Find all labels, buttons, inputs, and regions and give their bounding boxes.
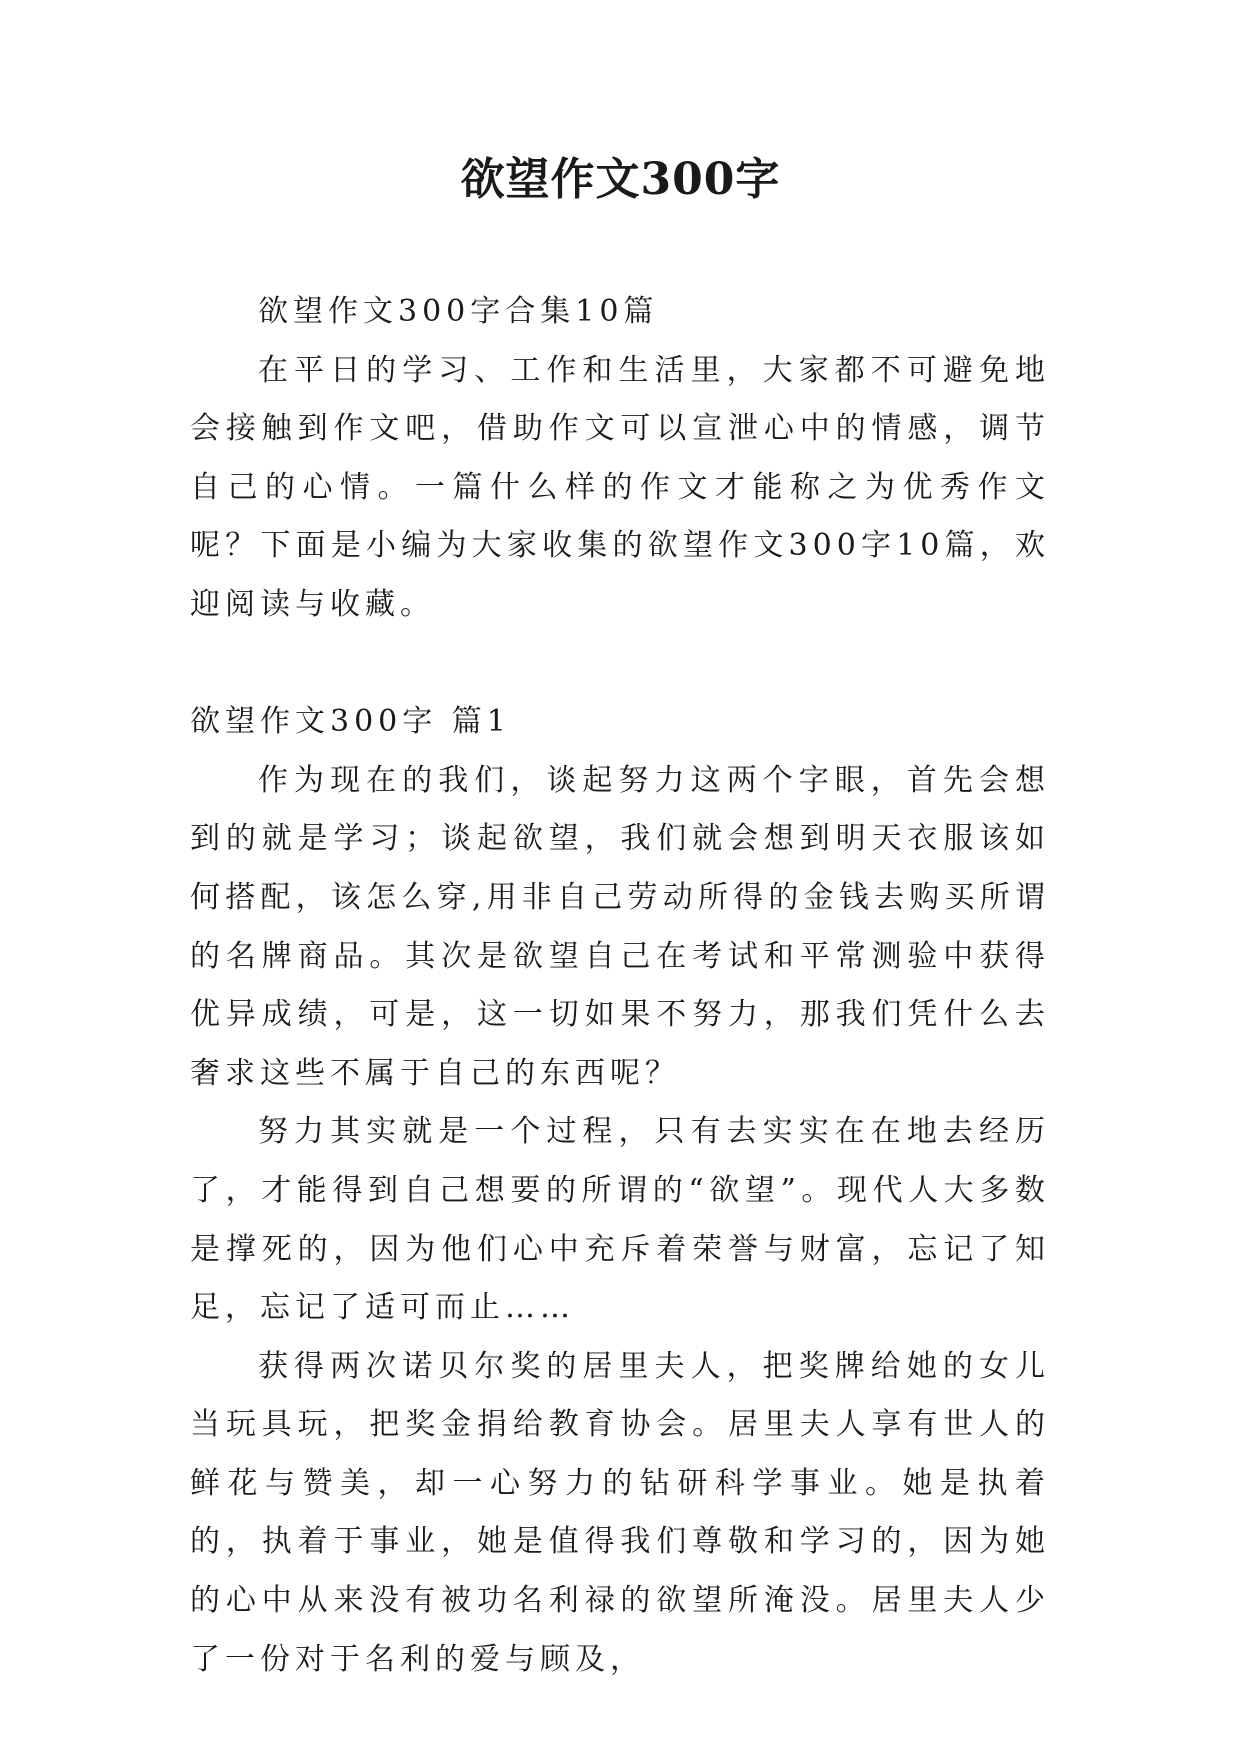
document-body [190,283,1050,1689]
intro-paragraph: 在平日的学习、工作和生活里，大家都不可避免地会接触到作文吧，借助作文可以宣泄心中的情感，调节自己的心情。一篇什么样的作文才能称之为优秀作文呢？下面是小编为大家收集的欲望作文300字10篇，欢迎阅读与收藏。 [190,352,1050,622]
document-title: 欲望作文300字 [460,154,781,205]
body-paragraph: 努力其实就是一个过程，只有去实实在在地去经历了，才能得到自己想要的所谓的“欲望”。现代人大多数是撑死的，因为他们心中充斥着荣誉与财富，忘记了知足，忘记了适可而止…… [190,1114,1050,1326]
body-paragraph: 作为现在的我们，谈起努力这两个字眼，首先会想到的就是学习；谈起欲望，我们就会想到明天衣服该如何搭配，该怎么穿,用非自己劳动所得的金钱去购买所谓的名牌商品。其次是欲望自己在考试和平常测验中获得优异成绩，可是，这一切如果不努力，那我们凭什么去奢求这些不属于自己的东西呢？ [190,762,1050,1091]
collection-subtitle: 欲望作文300字合集10篇 [258,294,659,329]
body-paragraph: 获得两次诺贝尔奖的居里夫人，把奖牌给她的女儿当玩具玩，把奖金捐给教育协会。居里夫人享有世人的鲜花与赞美，却一心努力的钻研科学事业。她是执着的，执着于事业，她是值得我们尊敬和学习的，因为她的心中从来没有被功名利禄的欲望所淹没。居里夫人少了一份对于名利的爱与顾及， [190,1348,1050,1677]
section-heading: 欲望作文300字 篇1 [190,704,511,740]
